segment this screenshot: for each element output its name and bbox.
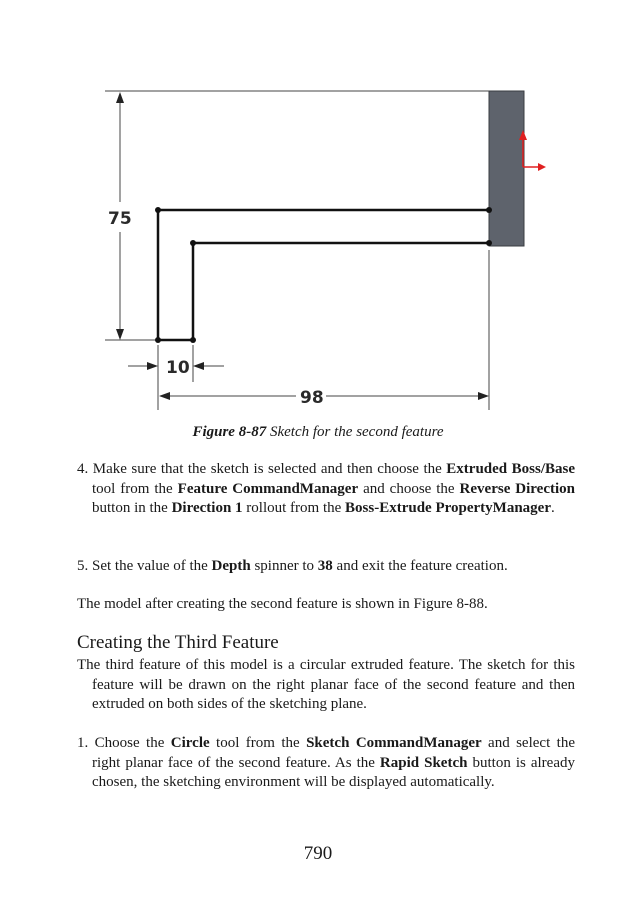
- dimension-10-label: 10: [166, 358, 190, 378]
- sketch-figure: [0, 0, 636, 420]
- step-4-paragraph: 4. Make sure that the sketch is selected and then choose the Extruded Boss/Base tool from the Feature CommandManager and choose the Reverse Direction button in the Direction 1 rollout from the Boss-Extrude PropertyManager.: [77, 461, 575, 516]
- third-feature-paragraph: The third feature of this model is a circular extruded feature. The sketch for this feature will be drawn on the right planar face of the second feature and then extruded on both sides of the sketching plane.: [77, 657, 575, 712]
- dimension-75-label: 75: [108, 209, 132, 229]
- dimension-98-label: 98: [300, 388, 324, 408]
- model-note-paragraph: The model after creating the second feature is shown in Figure 8-88.: [77, 596, 488, 612]
- dimension-98: [159, 388, 489, 408]
- step-5-paragraph: 5. Set the value of the Depth spinner to 38 and exit the feature creation.: [77, 558, 508, 574]
- figure-caption: Figure 8-87 Sketch for the second feature: [192, 424, 444, 440]
- dimension-75: [108, 92, 132, 340]
- step-1-paragraph: 1. Choose the Circle tool from the Sketch CommandManager and select the right planar face of the second feature. As the Rapid Sketch button is already chosen, the sketching environment will be displayed automatically.: [77, 735, 575, 790]
- sketch-profile: [155, 207, 492, 343]
- page-number: 790: [303, 843, 333, 864]
- dimension-10: [128, 358, 224, 378]
- origin-axis-icon: [519, 130, 546, 171]
- first-feature-face: [489, 91, 524, 246]
- section-heading: Creating the Third Feature: [77, 632, 279, 653]
